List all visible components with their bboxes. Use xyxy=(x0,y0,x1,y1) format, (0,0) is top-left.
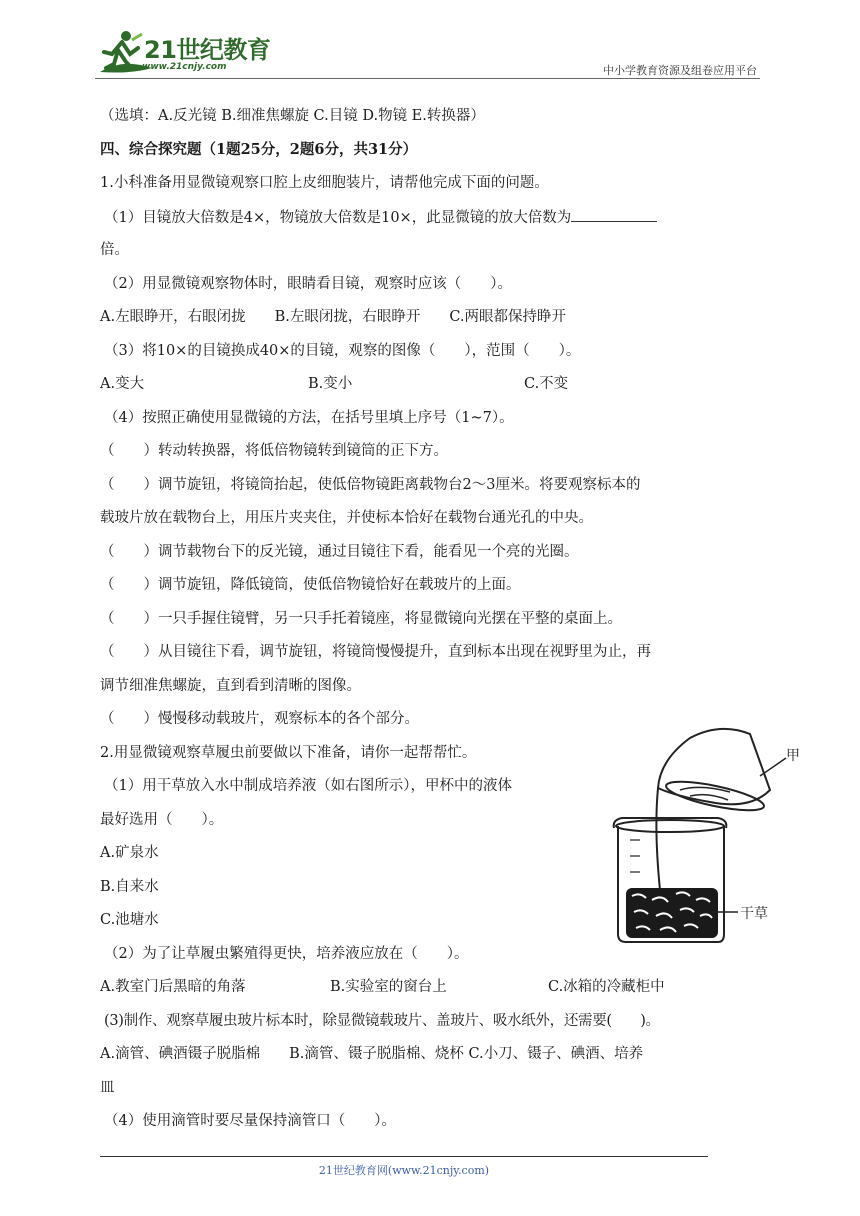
question-1-3-options: A.变大 B.变小 C.不变 xyxy=(100,376,569,392)
section-title: 四、综合探究题（1题25分，2题6分，共31分） xyxy=(100,140,418,158)
logo-url: www.21cnjy.com xyxy=(142,62,227,72)
question-1: 1.小科准备用显微镜观察口腔上皮细胞装片，请帮他完成下面的问题。 xyxy=(100,175,549,191)
platform-name: 中小学教育资源及组卷应用平台 xyxy=(603,64,757,77)
footer-divider xyxy=(100,1156,708,1157)
question-2-2: （2）为了让草履虫繁殖得更快，培养液应放在（ ）。 xyxy=(104,945,469,962)
step-item: （ ）调节旋钮，将镜筒抬起，使低倍物镜距离载物台2～3厘米。将要观察标本的 xyxy=(100,476,641,493)
question-2-4: （4）使用滴管时要尽量保持滴管口（ ）。 xyxy=(104,1113,396,1129)
step-item: （ ）转动转换器，将低倍物镜转到镜筒的正下方。 xyxy=(100,443,448,459)
step-item: （ ）从目镜往下看，调节旋钮，将镜筒慢慢提升，直到标本出现在视野里为止，再 xyxy=(100,644,651,660)
page-header xyxy=(0,0,860,90)
question-2-2-options: A.教室门后黑暗的角落 B.实验室的窗台上 C.冰箱的冷藏柜中 xyxy=(100,979,665,995)
question-1-4: （4）按照正确使用显微镜的方法，在括号里填上序号（1~7）。 xyxy=(104,409,514,426)
question-2-3-options: A.滴管、碘酒镊子脱脂棉 B.滴管、镊子脱脂棉、烧杯 C.小刀、镊子、碘酒、培养 xyxy=(100,1046,644,1062)
step-item: （ ）慢慢移动载玻片，观察标本的各个部分。 xyxy=(100,711,419,727)
question-1-2-options: A.左眼睁开，右眼闭拢 B.左眼闭拢，右眼睁开 C.两眼都保持睁开 xyxy=(100,309,567,325)
question-2: 2.用显微镜观察草履虫前要做以下准备，请你一起帮帮忙。 xyxy=(100,744,477,761)
step-item: （ ）一只手握住镜臂，另一只手托着镜座，将显微镜向光摆在平整的桌面上。 xyxy=(100,610,622,627)
option-b: B.自来水 xyxy=(100,878,159,895)
question-2-1: （1）用干草放入水中制成培养液（如右图所示），甲杯中的液体 xyxy=(104,778,512,794)
step-item-continued: 调节细准焦螺旋，直到看到清晰的图像。 xyxy=(100,677,361,694)
option-c: C.池塘水 xyxy=(100,912,159,928)
question-1-1: （1）目镜放大倍数是4×，物镜放大倍数是10×，此显微镜的放大倍数为 xyxy=(100,205,762,239)
header-divider xyxy=(95,78,760,79)
question-1-2: （2）用显微镜观察物体时，眼睛看目镜，观察时应该（ ）。 xyxy=(104,275,512,292)
figure-label-jia: 甲 xyxy=(786,749,800,764)
footer-text: 21世纪教育网(www.21cnjy.com) xyxy=(318,1164,490,1177)
beaker-pouring-illustration xyxy=(600,720,800,950)
step-item-continued: 载玻片放在载物台上，用压片夹夹住，并使标本恰好在载物台通光孔的中央。 xyxy=(100,510,593,526)
step-item: （ ）调节旋钮，降低镜筒，使低倍物镜恰好在载玻片的上面。 xyxy=(100,577,521,593)
question-2-1-cont: 最好选用（ ）。 xyxy=(100,811,224,828)
question-1-1-unit: 倍。 xyxy=(100,242,129,258)
option-a: A.矿泉水 xyxy=(100,845,159,861)
figure-label-gancao: 干草 xyxy=(740,907,768,922)
step-item: （ ）调节载物台下的反光镜，通过目镜往下看，能看见一个亮的光圈。 xyxy=(100,543,579,560)
fill-options: （选填：A.反光镜 B.细准焦螺旋 C.目镜 D.物镜 E.转换器） xyxy=(100,108,485,124)
answer-blank[interactable] xyxy=(571,205,657,222)
question-2-3: (3)制作、观察草履虫玻片标本时，除显微镜载玻片、盖玻片、吸水纸外，还需要( )。 xyxy=(104,1012,660,1029)
logo-text: 21世纪教育 xyxy=(144,36,271,64)
question-1-3: （3）将10×的目镜换成40×的目镜，观察的图像（ ），范围（ ）。 xyxy=(104,342,581,359)
document-body xyxy=(100,104,762,1143)
question-2-3-options-cont: 皿 xyxy=(100,1079,115,1096)
